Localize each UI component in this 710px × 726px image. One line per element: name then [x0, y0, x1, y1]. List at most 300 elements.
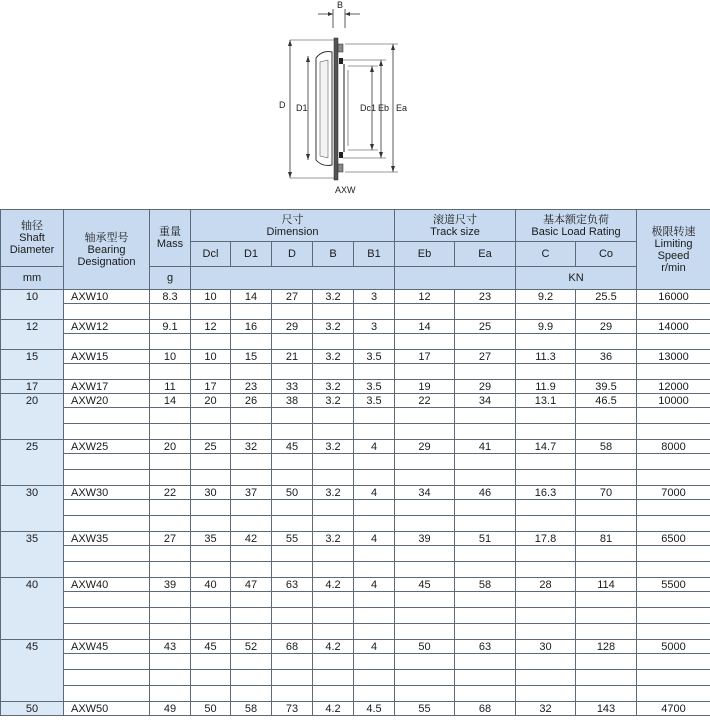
table-row [1, 380, 710, 394]
cell-shaft-diameter: 40 [1, 578, 64, 640]
cell-b1: 4 [354, 578, 395, 592]
empty-cell [395, 670, 455, 686]
empty-cell [395, 364, 455, 380]
cell-designation: AXW25 [64, 440, 150, 454]
empty-cell [354, 470, 395, 486]
cell-dcl: 50 [191, 702, 231, 716]
empty-cell [272, 334, 313, 350]
empty-cell [150, 424, 191, 440]
empty-cell [64, 408, 150, 424]
cell-c: 30 [516, 640, 576, 654]
empty-cell [313, 654, 354, 670]
table-spacer-row [1, 654, 710, 670]
table-row [1, 532, 710, 546]
empty-cell [272, 470, 313, 486]
cell-speed: 13000 [637, 350, 710, 364]
empty-cell [313, 516, 354, 532]
cell-b: 3.2 [313, 486, 354, 500]
empty-cell [395, 608, 455, 624]
empty-cell [272, 546, 313, 562]
cell-d1: 23 [231, 380, 272, 394]
empty-cell [231, 408, 272, 424]
cell-b1: 4.5 [354, 702, 395, 716]
empty-cell [516, 364, 576, 380]
cell-shaft-diameter: 17 [1, 380, 64, 394]
empty-cell [313, 562, 354, 578]
cell-speed: 8000 [637, 440, 710, 454]
cell-ea: 29 [455, 380, 516, 394]
table-row [1, 486, 710, 500]
cell-b: 3.2 [313, 440, 354, 454]
cell-mass: 14 [150, 394, 191, 408]
cell-b1: 4 [354, 640, 395, 654]
cell-dcl: 35 [191, 532, 231, 546]
table-spacer-row [1, 424, 710, 440]
empty-cell [576, 454, 637, 470]
cell-d1: 26 [231, 394, 272, 408]
empty-cell [516, 654, 576, 670]
cell-mass: 11 [150, 380, 191, 394]
cell-speed: 16000 [637, 290, 710, 304]
cell-eb: 17 [395, 350, 455, 364]
empty-cell [231, 304, 272, 320]
empty-cell [150, 546, 191, 562]
header-b1: B1 [354, 242, 395, 267]
cell-d: 45 [272, 440, 313, 454]
header-shaft-diameter: 轴径 Shaft Diameter [1, 210, 64, 267]
table-row [1, 290, 710, 304]
empty-cell [231, 546, 272, 562]
empty-cell [576, 364, 637, 380]
cell-ea: 34 [455, 394, 516, 408]
empty-cell [395, 408, 455, 424]
empty-cell [354, 454, 395, 470]
cell-d: 21 [272, 350, 313, 364]
empty-cell [637, 470, 710, 486]
empty-cell [354, 408, 395, 424]
empty-cell [455, 500, 516, 516]
empty-cell [231, 686, 272, 702]
empty-cell [455, 470, 516, 486]
empty-cell [576, 562, 637, 578]
empty-cell [455, 654, 516, 670]
empty-cell [150, 304, 191, 320]
cell-shaft-diameter: 20 [1, 394, 64, 440]
empty-cell [150, 470, 191, 486]
empty-cell [313, 592, 354, 608]
header-b: B [313, 242, 354, 267]
cell-c: 11.3 [516, 350, 576, 364]
empty-cell [272, 424, 313, 440]
cell-d: 38 [272, 394, 313, 408]
empty-cell [64, 470, 150, 486]
cell-b: 3.2 [313, 350, 354, 364]
empty-cell [313, 334, 354, 350]
empty-cell [354, 562, 395, 578]
empty-cell [191, 454, 231, 470]
empty-cell [191, 608, 231, 624]
empty-cell [637, 424, 710, 440]
cell-eb: 45 [395, 578, 455, 592]
empty-cell [354, 516, 395, 532]
empty-cell [637, 546, 710, 562]
empty-cell [64, 546, 150, 562]
empty-cell [272, 686, 313, 702]
empty-cell [191, 470, 231, 486]
cell-c: 17.8 [516, 532, 576, 546]
cell-co: 58 [576, 440, 637, 454]
empty-cell [64, 364, 150, 380]
header-d1: D1 [231, 242, 272, 267]
cell-c: 28 [516, 578, 576, 592]
cell-co: 70 [576, 486, 637, 500]
empty-cell [231, 624, 272, 640]
table-spacer-row [1, 454, 710, 470]
empty-cell [313, 424, 354, 440]
cell-d: 73 [272, 702, 313, 716]
cell-designation: AXW40 [64, 578, 150, 592]
empty-cell [313, 470, 354, 486]
cell-mass: 27 [150, 532, 191, 546]
empty-cell [395, 500, 455, 516]
cell-b: 3.2 [313, 532, 354, 546]
empty-cell [516, 546, 576, 562]
cell-b1: 3.5 [354, 380, 395, 394]
empty-cell [576, 608, 637, 624]
empty-cell [272, 408, 313, 424]
header-dcl: Dcl [191, 242, 231, 267]
empty-cell [516, 516, 576, 532]
table-row [1, 702, 710, 716]
empty-cell [455, 364, 516, 380]
cell-eb: 50 [395, 640, 455, 654]
empty-cell [231, 562, 272, 578]
empty-cell [150, 454, 191, 470]
empty-cell [272, 592, 313, 608]
cell-shaft-diameter: 10 [1, 290, 64, 320]
table-body [1, 290, 710, 716]
cell-ea: 23 [455, 290, 516, 304]
cell-mass: 9.1 [150, 320, 191, 334]
cell-b1: 4 [354, 486, 395, 500]
cell-d: 33 [272, 380, 313, 394]
empty-cell [64, 304, 150, 320]
unit-kn: KN [516, 267, 637, 290]
table-spacer-row [1, 592, 710, 608]
empty-cell [516, 304, 576, 320]
empty-cell [150, 334, 191, 350]
empty-cell [576, 686, 637, 702]
cell-d1: 58 [231, 702, 272, 716]
cell-mass: 22 [150, 486, 191, 500]
cell-eb: 55 [395, 702, 455, 716]
table-spacer-row [1, 546, 710, 562]
cell-b: 3.2 [313, 380, 354, 394]
empty-cell [395, 654, 455, 670]
cell-b: 3.2 [313, 394, 354, 408]
cell-eb: 22 [395, 394, 455, 408]
label-b: B [337, 0, 344, 10]
empty-cell [191, 408, 231, 424]
unit-dimension-blank [191, 267, 395, 290]
header-limiting-speed: 极限转速 Limiting Speed r/min [637, 210, 710, 290]
empty-cell [516, 608, 576, 624]
empty-cell [150, 364, 191, 380]
empty-cell [272, 654, 313, 670]
empty-cell [231, 454, 272, 470]
empty-cell [150, 670, 191, 686]
cell-designation: AXW10 [64, 290, 150, 304]
cell-d1: 14 [231, 290, 272, 304]
empty-cell [576, 592, 637, 608]
empty-cell [313, 686, 354, 702]
empty-cell [516, 592, 576, 608]
cell-dcl: 40 [191, 578, 231, 592]
cell-designation: AXW35 [64, 532, 150, 546]
empty-cell [395, 334, 455, 350]
empty-cell [455, 562, 516, 578]
empty-cell [64, 686, 150, 702]
empty-cell [191, 624, 231, 640]
empty-cell [150, 408, 191, 424]
cell-speed: 5000 [637, 640, 710, 654]
cell-speed: 10000 [637, 394, 710, 408]
header-designation: 轴承型号 Bearing Designation [64, 210, 150, 290]
empty-cell [64, 654, 150, 670]
cell-co: 128 [576, 640, 637, 654]
empty-cell [272, 304, 313, 320]
cell-dcl: 10 [191, 350, 231, 364]
empty-cell [313, 546, 354, 562]
cell-designation: AXW50 [64, 702, 150, 716]
empty-cell [637, 334, 710, 350]
empty-cell [576, 546, 637, 562]
empty-cell [576, 670, 637, 686]
empty-cell [231, 500, 272, 516]
empty-cell [191, 546, 231, 562]
empty-cell [395, 562, 455, 578]
cell-ea: 41 [455, 440, 516, 454]
empty-cell [516, 624, 576, 640]
empty-cell [354, 686, 395, 702]
cell-ea: 63 [455, 640, 516, 654]
empty-cell [191, 516, 231, 532]
empty-cell [191, 562, 231, 578]
empty-cell [191, 304, 231, 320]
empty-cell [455, 686, 516, 702]
empty-cell [637, 686, 710, 702]
empty-cell [637, 592, 710, 608]
empty-cell [516, 424, 576, 440]
empty-cell [516, 670, 576, 686]
table-row [1, 394, 710, 408]
empty-cell [637, 608, 710, 624]
table-spacer-row [1, 470, 710, 486]
unit-track-blank [395, 267, 516, 290]
cell-mass: 10 [150, 350, 191, 364]
cell-c: 9.9 [516, 320, 576, 334]
table-spacer-row [1, 408, 710, 424]
empty-cell [313, 608, 354, 624]
unit-mm: mm [1, 267, 64, 290]
cell-dcl: 10 [191, 290, 231, 304]
empty-cell [395, 624, 455, 640]
cell-d1: 42 [231, 532, 272, 546]
empty-cell [395, 516, 455, 532]
cell-b: 3.2 [313, 290, 354, 304]
empty-cell [64, 334, 150, 350]
label-d: D [279, 100, 286, 110]
cell-b1: 3 [354, 320, 395, 334]
cell-designation: AXW20 [64, 394, 150, 408]
empty-cell [64, 500, 150, 516]
cell-d1: 52 [231, 640, 272, 654]
cell-mass: 49 [150, 702, 191, 716]
empty-cell [150, 624, 191, 640]
empty-cell [313, 454, 354, 470]
cell-co: 39.5 [576, 380, 637, 394]
empty-cell [354, 608, 395, 624]
empty-cell [64, 670, 150, 686]
cell-eb: 34 [395, 486, 455, 500]
empty-cell [637, 304, 710, 320]
empty-cell [637, 408, 710, 424]
cell-c: 11.9 [516, 380, 576, 394]
empty-cell [576, 624, 637, 640]
label-eb: Eb [378, 103, 390, 113]
cell-d1: 15 [231, 350, 272, 364]
cell-dcl: 45 [191, 640, 231, 654]
empty-cell [637, 364, 710, 380]
empty-cell [150, 562, 191, 578]
empty-cell [191, 592, 231, 608]
cell-d: 50 [272, 486, 313, 500]
empty-cell [64, 424, 150, 440]
cell-speed: 14000 [637, 320, 710, 334]
table-spacer-row [1, 304, 710, 320]
header-d: D [272, 242, 313, 267]
empty-cell [272, 364, 313, 380]
empty-cell [313, 304, 354, 320]
cell-dcl: 20 [191, 394, 231, 408]
empty-cell [272, 670, 313, 686]
empty-cell [354, 654, 395, 670]
cell-d: 68 [272, 640, 313, 654]
cell-shaft-diameter: 45 [1, 640, 64, 702]
cell-b: 3.2 [313, 320, 354, 334]
empty-cell [455, 424, 516, 440]
cell-ea: 25 [455, 320, 516, 334]
empty-cell [313, 364, 354, 380]
empty-cell [150, 500, 191, 516]
cell-co: 46.5 [576, 394, 637, 408]
table-spacer-row [1, 608, 710, 624]
empty-cell [313, 670, 354, 686]
cell-c: 14.7 [516, 440, 576, 454]
empty-cell [395, 592, 455, 608]
cell-speed: 7000 [637, 486, 710, 500]
empty-cell [455, 304, 516, 320]
label-d1: D1 [296, 103, 308, 113]
table-row [1, 440, 710, 454]
cell-mass: 43 [150, 640, 191, 654]
empty-cell [637, 454, 710, 470]
empty-cell [231, 654, 272, 670]
cell-eb: 14 [395, 320, 455, 334]
cell-designation: AXW12 [64, 320, 150, 334]
specification-table [0, 209, 710, 716]
cell-eb: 19 [395, 380, 455, 394]
cell-shaft-diameter: 25 [1, 440, 64, 486]
header-mass: 重量 Mass [150, 210, 191, 267]
empty-cell [272, 500, 313, 516]
empty-cell [64, 608, 150, 624]
empty-cell [576, 304, 637, 320]
empty-cell [231, 424, 272, 440]
cell-co: 143 [576, 702, 637, 716]
empty-cell [64, 592, 150, 608]
table-row [1, 320, 710, 334]
empty-cell [272, 624, 313, 640]
cell-ea: 68 [455, 702, 516, 716]
empty-cell [516, 562, 576, 578]
empty-cell [272, 608, 313, 624]
table-spacer-row [1, 686, 710, 702]
empty-cell [576, 334, 637, 350]
bearing-section-diagram [0, 0, 710, 208]
cell-designation: AXW45 [64, 640, 150, 654]
empty-cell [395, 424, 455, 440]
cell-dcl: 12 [191, 320, 231, 334]
empty-cell [191, 424, 231, 440]
cell-dcl: 30 [191, 486, 231, 500]
cell-d: 27 [272, 290, 313, 304]
cell-c: 13.1 [516, 394, 576, 408]
empty-cell [576, 424, 637, 440]
cell-co: 25.5 [576, 290, 637, 304]
cell-speed: 12000 [637, 380, 710, 394]
empty-cell [354, 424, 395, 440]
cell-speed: 6500 [637, 532, 710, 546]
empty-cell [231, 334, 272, 350]
cell-speed: 5500 [637, 578, 710, 592]
empty-cell [395, 686, 455, 702]
cell-c: 16.3 [516, 486, 576, 500]
cell-d1: 16 [231, 320, 272, 334]
empty-cell [455, 592, 516, 608]
cell-b1: 3 [354, 290, 395, 304]
empty-cell [354, 670, 395, 686]
empty-cell [191, 500, 231, 516]
empty-cell [191, 686, 231, 702]
header-track-size: 滚道尺寸 Track size [395, 210, 516, 242]
cell-b: 4.2 [313, 578, 354, 592]
cell-d1: 37 [231, 486, 272, 500]
empty-cell [313, 624, 354, 640]
empty-cell [354, 334, 395, 350]
empty-cell [576, 516, 637, 532]
empty-cell [191, 334, 231, 350]
cell-shaft-diameter: 30 [1, 486, 64, 532]
empty-cell [516, 500, 576, 516]
table-spacer-row [1, 624, 710, 640]
header-co: Co [576, 242, 637, 267]
empty-cell [64, 562, 150, 578]
empty-cell [354, 364, 395, 380]
empty-cell [354, 546, 395, 562]
empty-cell [354, 592, 395, 608]
empty-cell [637, 624, 710, 640]
